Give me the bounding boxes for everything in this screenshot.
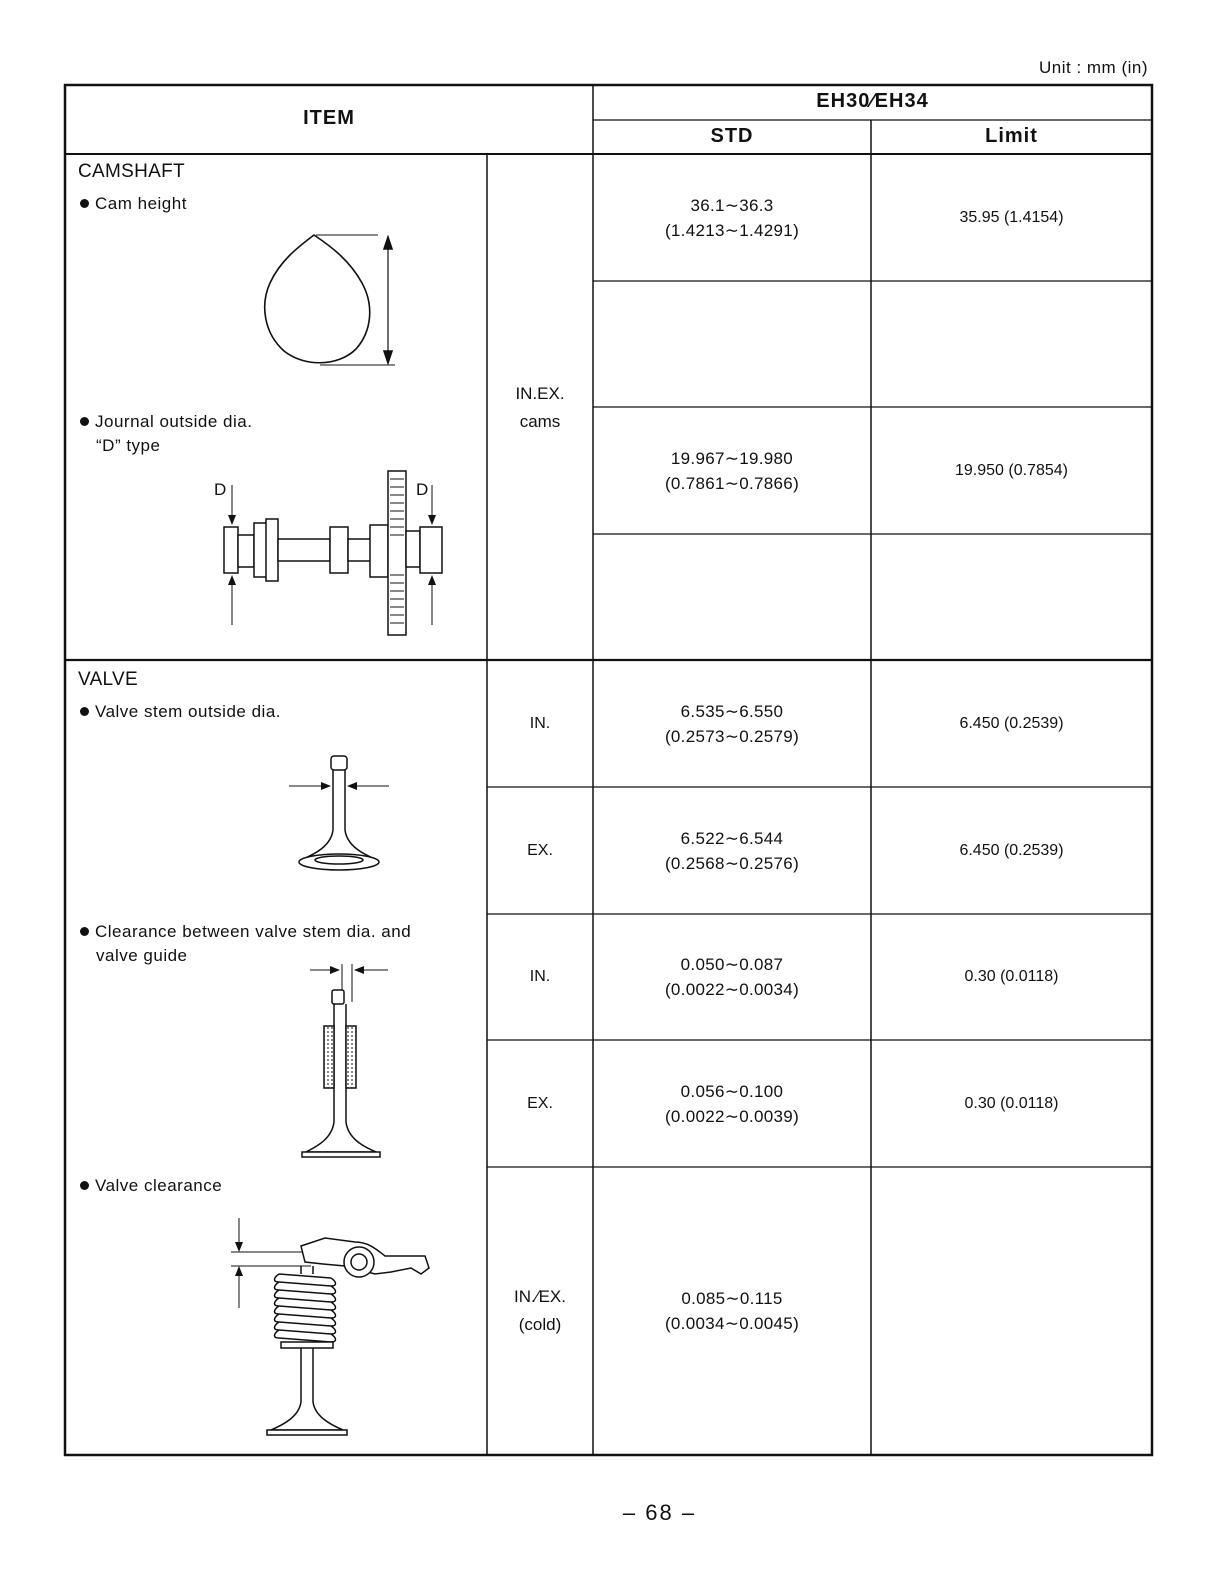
cam-height-limit: 35.95 (1.4154) xyxy=(959,208,1064,226)
stem-text: Valve stem outside dia. xyxy=(95,702,281,721)
clearance-std-in: (0.0034∼0.0045) xyxy=(664,1314,800,1333)
clearance-std-mm: 0.085∼0.115 xyxy=(681,1289,783,1308)
item-header: ITEM xyxy=(303,107,355,129)
valve-condition-ex: EX. xyxy=(527,841,553,859)
std-in: (0.2573∼0.2579) xyxy=(664,726,800,746)
cam-lobe-illustration xyxy=(250,225,410,375)
std-mm: 6.522∼6.544 xyxy=(680,828,784,848)
clearance-text-1: Clearance between valve stem dia. and xyxy=(95,922,412,941)
model-header: EH30∕EH34 xyxy=(816,90,929,112)
std-mm: 0.056∼0.100 xyxy=(680,1081,784,1101)
journal-std xyxy=(593,407,871,534)
std-in: (0.2568∼0.2576) xyxy=(664,853,800,873)
stem-label xyxy=(80,700,281,724)
valve-condition-in: IN. xyxy=(529,714,551,732)
stem-in-std xyxy=(593,660,871,787)
std-in: (0.0022∼0.0034) xyxy=(664,980,800,999)
guide-ex-std xyxy=(593,1040,871,1167)
d-label-left: D xyxy=(214,480,227,499)
valve-clearance-text: Valve clearance xyxy=(95,1176,223,1195)
cam-height-label xyxy=(80,192,187,216)
condition-line-1: IN.EX. xyxy=(515,384,565,403)
clearance-label-2: valve guide xyxy=(96,946,188,965)
std-header: STD xyxy=(710,125,754,147)
guide-in-limit: 0.30 (0.0118) xyxy=(964,968,1059,985)
clearance-condition xyxy=(487,1167,593,1455)
bullet-icon xyxy=(80,199,89,208)
journal-std-mm: 19.967∼19.980 xyxy=(670,448,794,468)
stem-ex-limit: 6.450 (0.2539) xyxy=(959,841,1064,859)
journal-type: “D” type xyxy=(96,436,161,455)
stem-in-limit: 6.450 (0.2539) xyxy=(959,714,1064,732)
bullet-icon xyxy=(80,707,89,716)
bullet-icon xyxy=(80,927,89,936)
bullet-icon xyxy=(80,1181,89,1190)
guide-condition-in: IN. xyxy=(529,968,551,985)
bullet-icon xyxy=(80,417,89,426)
condition-line-2: cams xyxy=(519,412,561,431)
std-in: (0.0022∼0.0039) xyxy=(664,1106,800,1126)
clearance-label xyxy=(80,920,411,944)
limit-header: Limit xyxy=(985,125,1038,147)
cam-height-std-mm: 36.1∼36.3 xyxy=(690,195,774,215)
std-mm: 0.050∼0.087 xyxy=(680,955,784,974)
d-label-right: D xyxy=(416,480,429,499)
valve-stem-illustration xyxy=(285,750,405,880)
camshaft-condition xyxy=(487,380,593,436)
camshaft-illustration xyxy=(210,465,470,645)
unit-label: Unit : mm (in) xyxy=(1039,58,1148,77)
journal-std-in: (0.7861∼0.7866) xyxy=(664,473,800,493)
cam-height-text: Cam height xyxy=(95,194,187,213)
stem-ex-std xyxy=(593,787,871,914)
guide-condition-ex: EX. xyxy=(527,1094,553,1112)
valve-clearance-illustration xyxy=(225,1212,455,1442)
camshaft-title: CAMSHAFT xyxy=(78,161,185,182)
valve-clearance-label xyxy=(80,1174,222,1198)
journal-limit: 19.950 (0.7854) xyxy=(955,461,1068,479)
journal-text: Journal outside dia. xyxy=(95,412,253,431)
journal-label xyxy=(80,410,252,434)
page-number: – 68 – xyxy=(622,1500,697,1525)
clearance-cond-1: IN.∕EX. xyxy=(514,1287,566,1306)
valve-guide-illustration xyxy=(290,962,400,1162)
clearance-cond-2: (cold) xyxy=(518,1315,562,1334)
clearance-std xyxy=(593,1167,871,1455)
cam-height-std xyxy=(593,154,871,281)
guide-in-std xyxy=(593,914,871,1040)
guide-ex-limit: 0.30 (0.0118) xyxy=(964,1094,1059,1112)
cam-height-std-in: (1.4213∼1.4291) xyxy=(664,220,800,240)
valve-title: VALVE xyxy=(78,669,138,690)
std-mm: 6.535∼6.550 xyxy=(680,701,784,721)
